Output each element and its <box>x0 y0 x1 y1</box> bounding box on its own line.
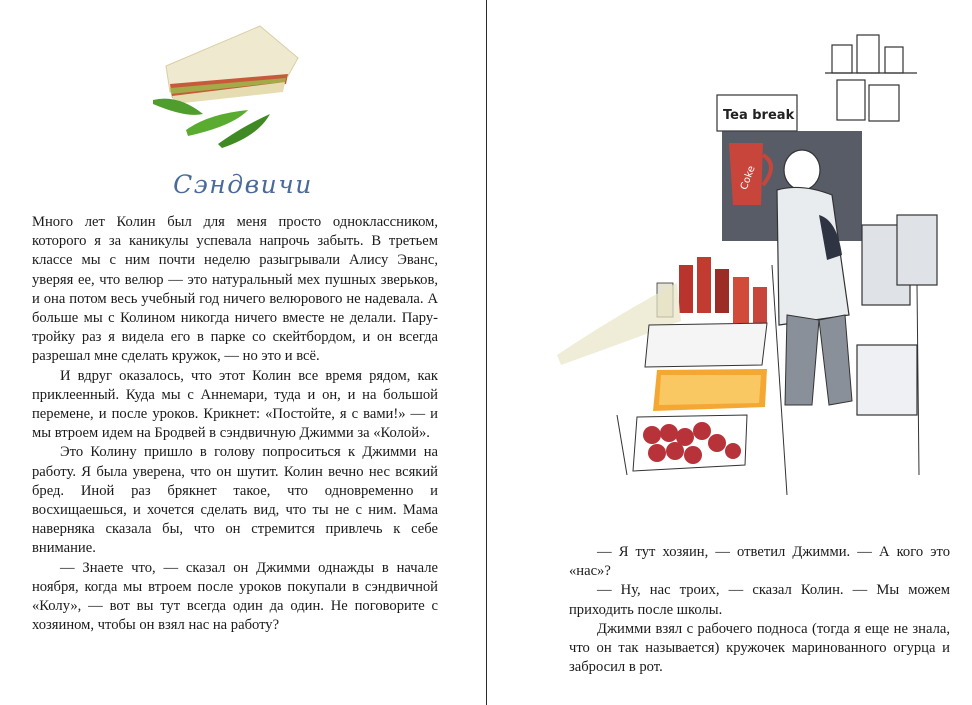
paragraph: Много лет Колин был для меня просто одноклассником, которого я за каникулы успевала напрочь забыть. В третьем классе мы с ним почти неделю разыгрывали Алису Эванс, уверяя ее, что велюр — это натуральный мех пушных зверьков, и она потом весь учебный год ничего велюрового не надевала. А больше мы с Колином никогда ничего вместе не делали. Пару-тройку раз я видела его в парке со скейтбордом, и он всегда разрешал мне сделать кружок, — но это и всё. <box>32 214 438 365</box>
sign-text: Tea break <box>723 108 795 123</box>
paragraph: Джимми взял с рабочего подноса (тогда я еще не знала, что он так называется) кружочек маринованного огурца и забросил в рот. <box>569 620 950 676</box>
paragraph: — Знаете что, — сказал он Джимми однажды в начале ноября, когда мы втроем после уроков покупали в сэндвичной «Колу», — вот вы тут всегда один да один. Не поговорите с хозяином, чтобы он взял нас на работу? <box>32 559 438 634</box>
paragraph: Это Колину пришло в голову попроситься к Джимми на работу. Я была уверена, что он шутит. Колин вечно нес всякий бред. Иной раз брякнет такое, что одновременно и восхищаешься, и хочется сделать вид, что ты не с ним. Мама наверняка сказала бы, что он стремится привлечь к себе внимание. <box>32 444 438 557</box>
cook-illustration <box>557 25 957 495</box>
paragraph: И вдруг оказалось, что этот Колин все время рядом, как приклеенный. Куда мы с Аннемари, туда и он, и на большой перемене, и после уроков. Крикнет: «Постойте, я с вами!» — и мы втроем идем на Бродвей в сэндвичную Джимми за «Колой». <box>32 367 438 442</box>
right-page <box>487 0 972 705</box>
chapter-title: Сэндвичи <box>173 170 313 199</box>
paragraph: — Я тут хозяин, — ответил Джимми. — А кого это «нас»? <box>569 544 950 580</box>
right-body-text <box>569 543 950 677</box>
left-body-text <box>32 213 438 635</box>
sandwich-illustration <box>148 18 308 150</box>
paragraph: — Ну, нас троих, — сказал Колин. — Мы можем приходить после школы. <box>569 582 950 618</box>
cup-text: Coke <box>738 164 758 192</box>
